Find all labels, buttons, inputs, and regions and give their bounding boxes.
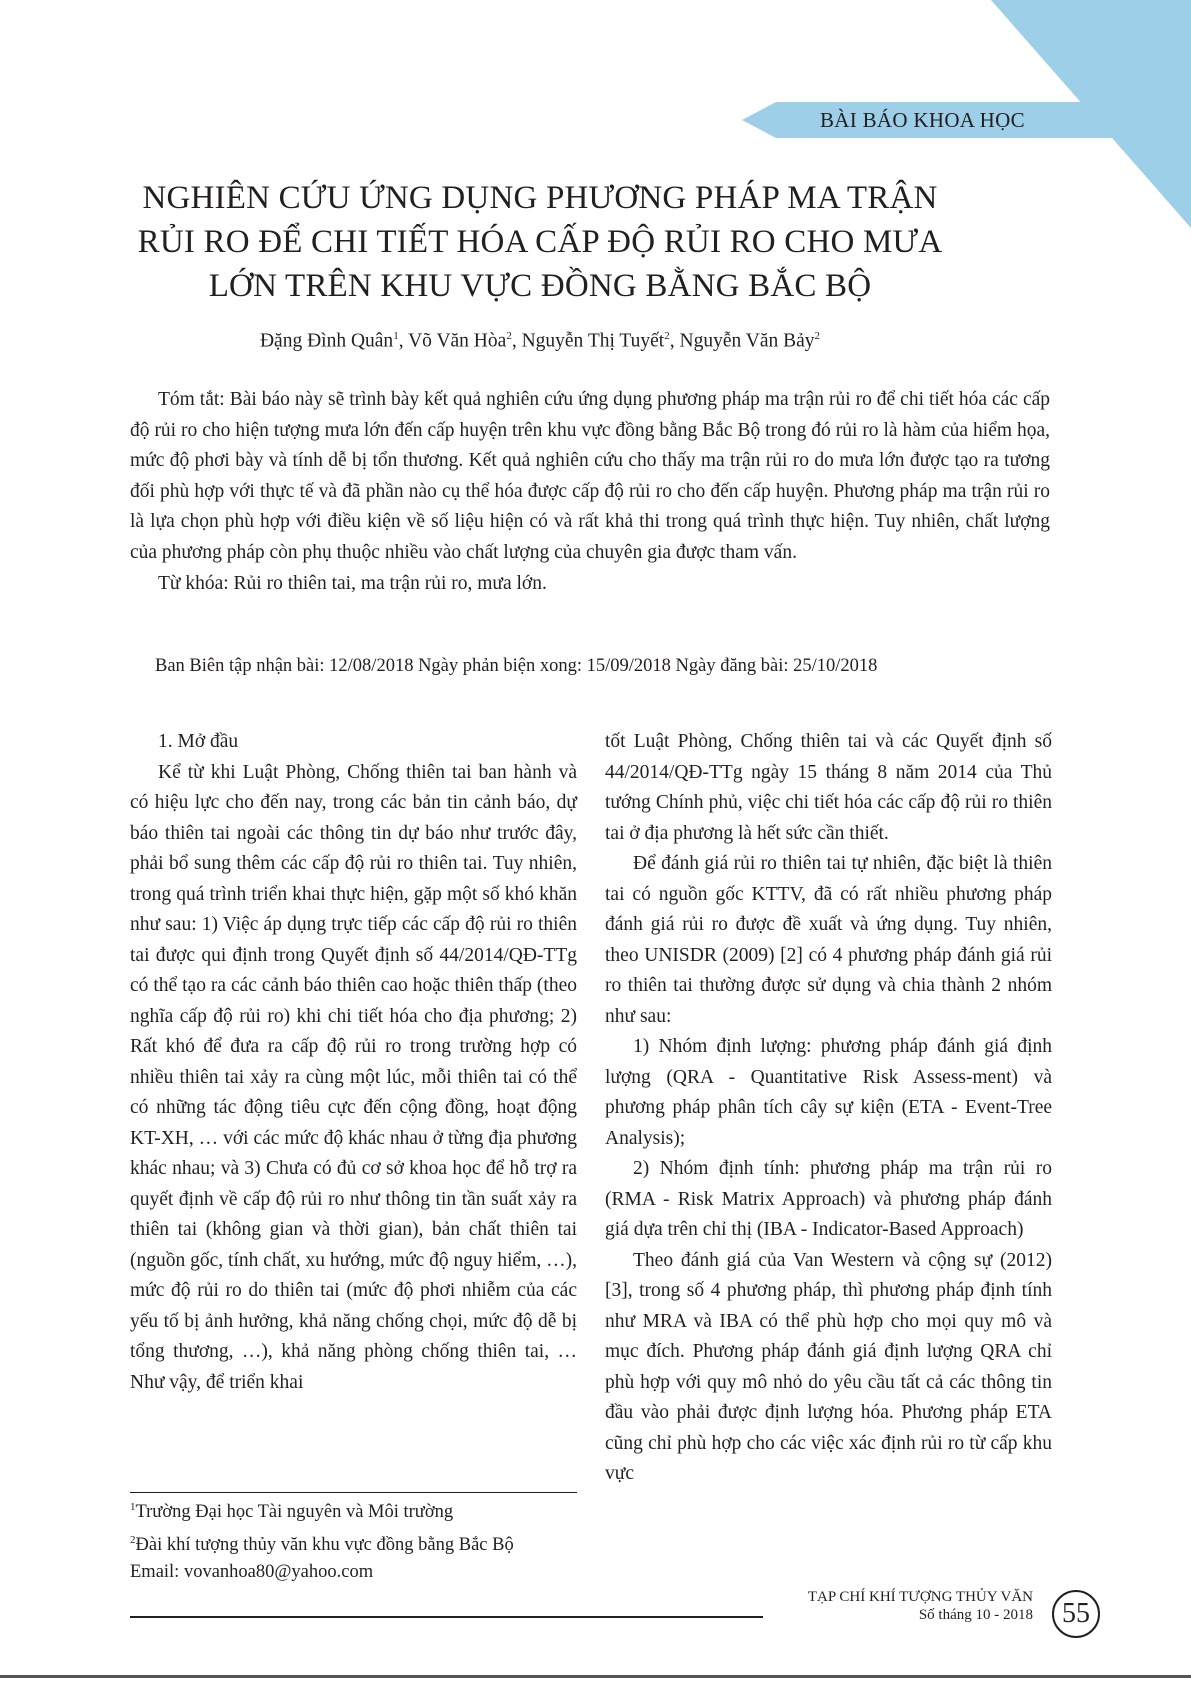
affiliation-mark: 2 <box>506 330 512 342</box>
paragraph: Theo đánh giá của Van Western và cộng sự (2012) [3], trong số 4 phương pháp, thì phương pháp định tính như MRA và IBA có thể phù hợp cho mọi quy mô và mục đích. Phương pháp đánh giá định lượng QRA chỉ phù hợp với quy mô nhỏ do yêu cầu tất cả các thông tin đầu vào phải được định lượng hóa. Phương pháp ETA cũng chỉ phù hợp cho các việc xác định rủi ro từ cấp khu vực <box>605 1249 1052 1484</box>
keywords: Từ khóa: Rủi ro thiên tai, ma trận rủi ro, mưa lớn. <box>158 572 547 594</box>
affiliation-mark: 1 <box>393 330 399 342</box>
author-name: Nguyễn Thị Tuyết <box>521 330 665 352</box>
right-column <box>605 727 1052 1490</box>
section-label: BÀI BÁO KHOA HỌC <box>820 108 1025 132</box>
affiliation-mark: 2 <box>664 330 670 342</box>
journal-info <box>760 1588 1033 1624</box>
scan-edge <box>0 1675 1191 1678</box>
footnotes <box>130 1494 600 1587</box>
journal-issue: Số tháng 10 - 2018 <box>918 1607 1033 1623</box>
footer-rule <box>130 1616 763 1618</box>
paragraph: 1) Nhóm định lượng: phương pháp đánh giá định lượng (QRA - Quantitative Risk Assess-ment) và phương pháp phân tích cây sự kiện (ETA - Event-Tree Analysis); <box>605 1036 1052 1149</box>
left-column <box>130 727 577 1398</box>
title-line: RỦI RO ĐỂ CHI TIẾT HÓA CẤP ĐỘ RỦI RO CHO MƯA <box>137 224 943 260</box>
journal-name: TẠP CHÍ KHÍ TƯỢNG THỦY VĂN <box>807 1589 1033 1605</box>
title-line: LỚN TRÊN KHU VỰC ĐỒNG BẰNG BẮC BỘ <box>208 268 872 304</box>
paragraph: Để đánh giá rủi ro thiên tai tự nhiên, đặc biệt là thiên tai có nguồn gốc KTTV, đã có rất nhiều phương pháp đánh giá rủi ro được đề xuất và ứng dụng. Tuy nhiên, theo UNISDR (2009) [2] có 4 phương pháp đánh giá rủi ro thiên tai thường được sử dụng và chia thành 2 nhóm như sau: <box>605 853 1052 1027</box>
footnote: $^2$Đài khí tượng thủy văn khu vực đồng bằng Bắc Bộ <box>130 1533 514 1555</box>
paragraph: tốt Luật Phòng, Chống thiên tai và các Quyết định số 44/2014/QĐ-TTg ngày 15 tháng 8 năm 2014 của Thủ tướng Chính phủ, việc chi tiết hóa các cấp độ rủi ro thiên tai ở địa phương là hết sức cần thiết. <box>605 731 1052 844</box>
footnote-email: Email: vovanhoa80@yahoo.com <box>130 1562 374 1583</box>
paper-title <box>100 176 980 308</box>
author-name: Nguyễn Văn Bảy <box>679 330 815 352</box>
abstract-text: Tóm tắt: Bài báo này sẽ trình bày kết quả nghiên cứu ứng dụng phương pháp ma trận rủi ro để chi tiết hóa các cấp độ rủi ro cho hiện tượng mưa lớn đến cấp huyện trên khu vực đồng bằng Bắc Bộ trong đó rủi ro là hàm của hiểm họa, mức độ phơi bày và tính dễ bị tổn thương. Kết quả nghiên cứu cho thấy ma trận rủi ro do mưa lớn được tạo ra tương đối phù hợp với thực tế và đã phần nào cụ thể hóa được cấp độ rủi ro cho đến cấp huyện. Phương pháp ma trận rủi ro là lựa chọn phù hợp với điều kiện về số liệu hiện có và rất khả thi trong quá trình thực hiện. Tuy nhiên, chất lượng của phương pháp còn phụ thuộc nhiều vào chất lượng của chuyên gia được tham vấn. <box>130 389 1050 563</box>
abstract <box>130 385 1050 599</box>
author-list: Đặng Đình Quân$^1$, Võ Văn Hòa$^2$, Nguyễn Thị Tuyết$^2$, Nguyễn Văn Bảy$^2$ <box>259 330 821 352</box>
section-heading: 1. Mở đầu <box>158 731 239 752</box>
author-name: Võ Văn Hòa <box>408 330 507 352</box>
affiliation-mark: 2 <box>814 330 821 342</box>
page-number: 55 <box>1052 1590 1100 1638</box>
paragraph: Kể từ khi Luật Phòng, Chống thiên tai ban hành và có hiệu lực cho đến nay, trong các bản tin cảnh báo, dự báo thiên tai ngoài các thông tin dự báo như trước đây, phải bổ sung thêm các cấp độ rủi ro thiên tai. Tuy nhiên, trong quá trình triển khai thực hiện, gặp một số khó khăn như sau: 1) Việc áp dụng trực tiếp các cấp độ rủi ro thiên tai được qui định trong Quyết định số 44/2014/QĐ-TTg có thể tạo ra các cảnh báo thiên cao hoặc thiên thấp (theo nghĩa cấp độ rủi ro) khi chi tiết hóa cho địa phương; 2) Rất khó để đưa ra cấp độ rủi ro trong trường hợp có nhiều thiên tai xảy ra cùng một lúc, mỗi thiên tai có thể có những tác động tiêu cực đến cộng đồng, hoạt động KT-XH, … với các mức độ khác nhau ở từng địa phương khác nhau; và 3) Chưa có đủ cơ sở khoa học để hỗ trợ ra quyết định về cấp độ rủi ro như thông tin tần suất xảy ra thiên tai (không gian và thời gian), bản chất thiên tai (nguồn gốc, tính chất, xu hướng, mức độ nguy hiểm, …), mức độ rủi ro do thiên tai (mức độ phơi nhiễm của các yếu tố bị ảnh hưởng, khả năng chống chọi, mức độ dễ bị tổng thương, …), khả năng phòng chống thiên tai, … Như vậy, để triển khai <box>130 761 577 1393</box>
title-line: NGHIÊN CỨU ỨNG DỤNG PHƯƠNG PHÁP MA TRẬN <box>142 180 938 216</box>
footnote: $^1$Trường Đại học Tài nguyên và Môi trường <box>130 1501 454 1523</box>
paragraph: 2) Nhóm định tính: phương pháp ma trận rủi ro (RMA - Risk Matrix Approach) và phương pháp đánh giá dựa trên chỉ thị (IBA - Indicator-Based Approach) <box>605 1158 1052 1240</box>
submission-dates: Ban Biên tập nhận bài: 12/08/2018 Ngày phản biện xong: 15/09/2018 Ngày đăng bài: 25/10/2018 <box>155 656 878 676</box>
author-name: Đặng Đình Quân <box>259 330 394 352</box>
footnote-rule <box>130 1492 577 1493</box>
